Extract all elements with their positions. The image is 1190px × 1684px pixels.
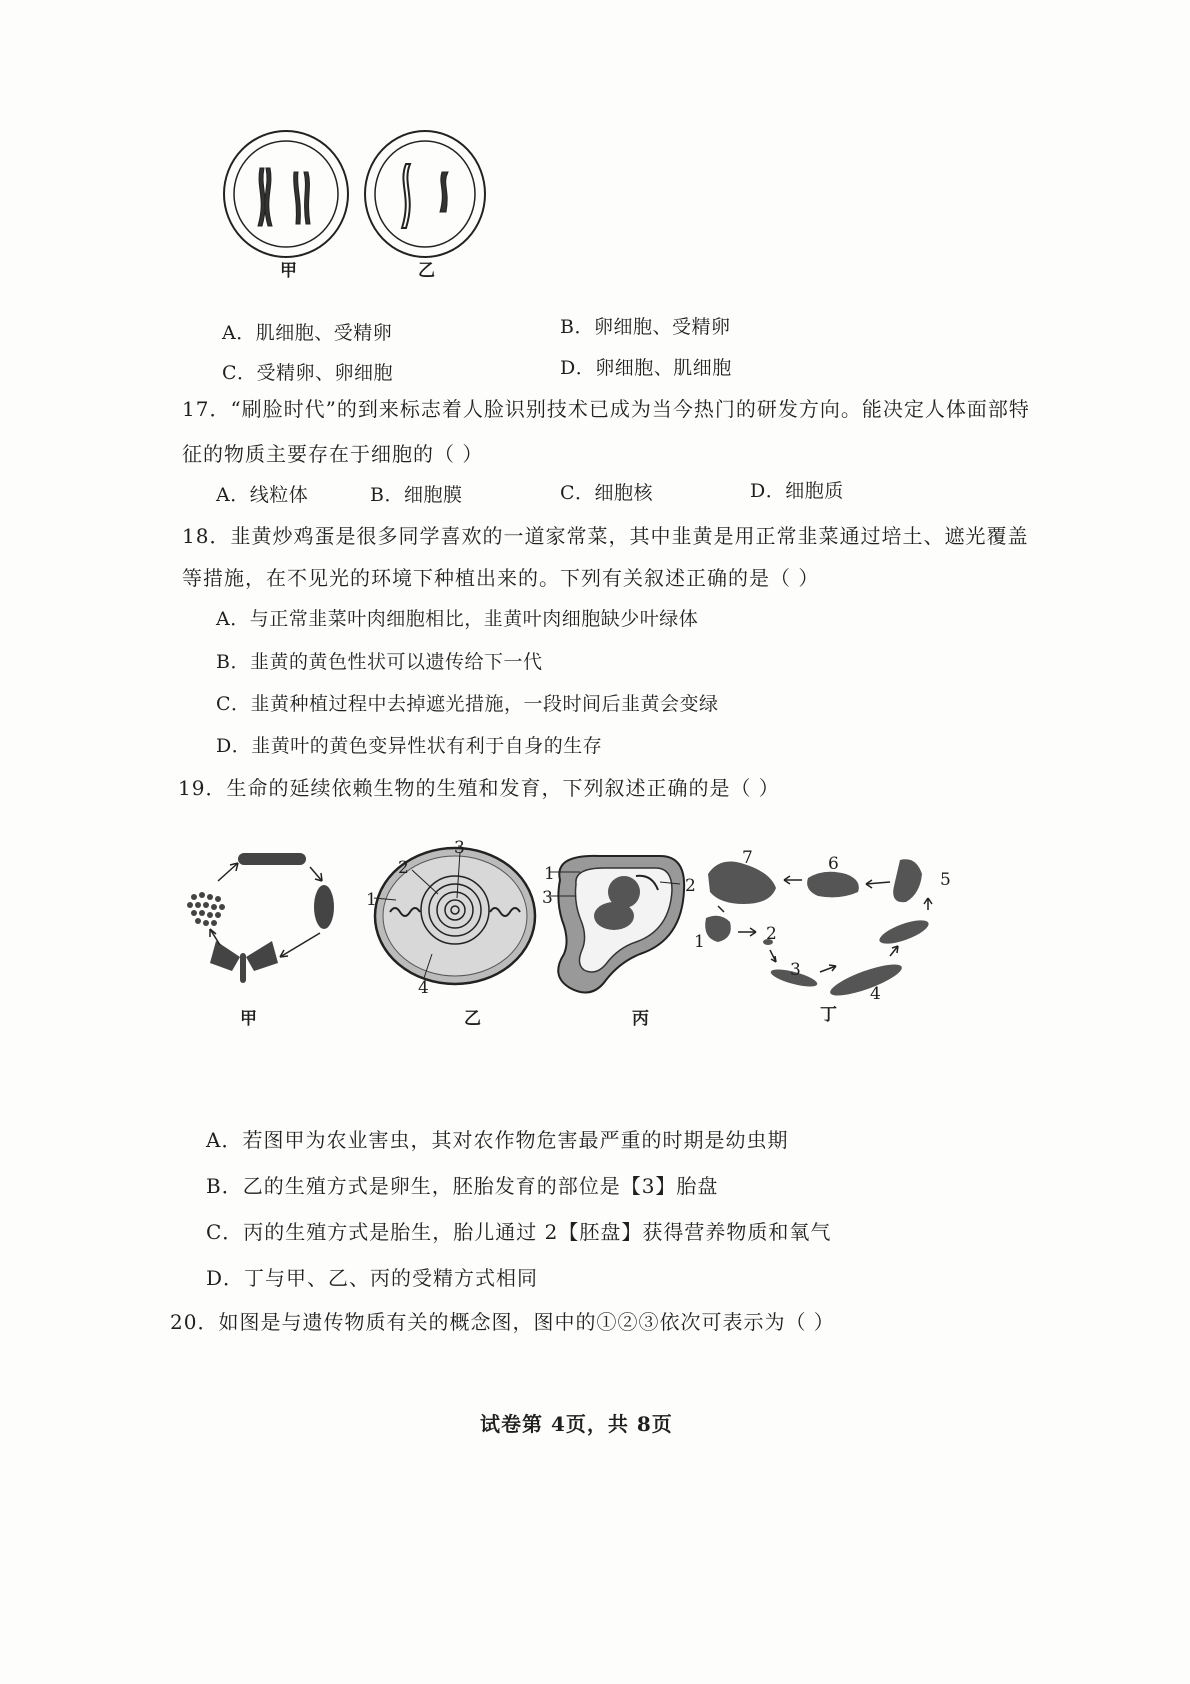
eggs-shape [187,892,225,926]
q19-option-a[interactable]: A．若图甲为农业害虫，其对农作物危害最严重的时期是幼虫期 [206,1128,789,1152]
q18-stem-line1: 18．韭黄炒鸡蛋是很多同学喜欢的一道家常菜，其中韭黄是用正常韭菜通过培土、遮光覆盖 [182,524,1029,548]
tadpole-4-shape [827,959,905,1002]
figure-label-jia: 甲 [280,261,297,281]
frog-number-4: 4 [870,984,881,1004]
q19-stem: 19．生命的延续依赖生物的生殖和发育，下列叙述正确的是（ ） [178,776,780,800]
frog-number-2: 2 [766,924,777,944]
chromosome-figure [220,128,510,278]
young-frog-shape [807,872,859,898]
page-footer: 试卷第 4页，共 8页 [480,1412,673,1436]
uterus-fetus-figure [540,850,710,1000]
uterus-number-2: 2 [685,876,696,896]
egg-number-2: 2 [398,858,409,878]
q17-stem-line1: 17．“刷脸时代”的到来标志着人脸识别技术已成为当今热门的研发方向。能决定人体面部特 [182,397,1030,421]
froglet-shape [893,859,922,902]
figure-label-yi-q19: 乙 [464,1009,481,1029]
uterus-number-1: 1 [544,864,555,884]
cell-yi-inner [375,141,475,247]
cell-jia-inner [234,141,338,247]
q19-option-b[interactable]: B．乙的生殖方式是卵生，胚胎发育的部位是【3】胎盘 [206,1174,719,1198]
frog-number-7: 7 [742,848,753,868]
q18-option-a[interactable]: A．与正常韭菜叶肉细胞相比，韭黄叶肉细胞缺少叶绿体 [216,608,699,630]
q20-stem: 20．如图是与遗传物质有关的概念图，图中的①②③依次可表示为（ ） [170,1310,835,1334]
q16-option-d[interactable]: D．卵细胞、肌细胞 [560,357,732,379]
egg-number-1: 1 [366,890,377,910]
cell-yi-outer [365,131,485,257]
tadpole-late-shape [877,916,931,949]
figure-label-ding: 丁 [820,1005,837,1025]
q16-option-c[interactable]: C．受精卵、卵细胞 [222,362,394,384]
frog-number-5: 5 [940,870,951,890]
figure-label-yi: 乙 [418,261,435,281]
insect-lifecycle-figure [180,845,350,995]
q17-option-a[interactable]: A．线粒体 [216,484,309,506]
figure-label-bing: 丙 [632,1009,649,1029]
butterfly-shape [210,941,278,983]
cell-jia-outer [224,131,348,257]
q17-option-c[interactable]: C．细胞核 [560,482,654,504]
q18-option-d[interactable]: D．韭黄叶的黄色变异性状有利于自身的生存 [216,735,603,757]
q17-stem-line2: 征的物质主要存在于细胞的（ ） [182,442,484,466]
q17-option-d[interactable]: D．细胞质 [750,480,844,502]
larva-shape [238,853,306,865]
frog-number-3: 3 [790,960,801,980]
frog-number-1: 1 [694,932,705,952]
q16-option-b[interactable]: B．卵细胞、受精卵 [560,316,731,338]
frog-eggs-shape [705,916,731,942]
q16-option-a[interactable]: A．肌细胞、受精卵 [222,322,393,344]
bird-egg-figure [360,838,540,998]
frog-lifecycle-figure [690,846,950,1006]
q18-option-b[interactable]: B．韭黄的黄色性状可以遗传给下一代 [216,651,543,673]
frog-number-6: 6 [828,854,839,874]
q19-option-d[interactable]: D．丁与甲、乙、丙的受精方式相同 [206,1266,539,1290]
egg-number-3: 3 [454,838,465,858]
q18-option-c[interactable]: C．韭黄种植过程中去掉遮光措施，一段时间后韭黄会变绿 [216,693,719,715]
uterus-number-3: 3 [542,888,553,908]
q18-stem-line2: 等措施，在不见光的环境下种植出来的。下列有关叙述正确的是（ ） [182,566,820,590]
q17-option-b[interactable]: B．细胞膜 [370,484,463,506]
pupa-shape [314,885,334,929]
egg-number-4: 4 [418,978,429,998]
q19-option-c[interactable]: C．丙的生殖方式是胎生，胎儿通过 2【胚盘】获得营养物质和氧气 [206,1220,832,1244]
figure-label-jia-q19: 甲 [240,1009,257,1029]
